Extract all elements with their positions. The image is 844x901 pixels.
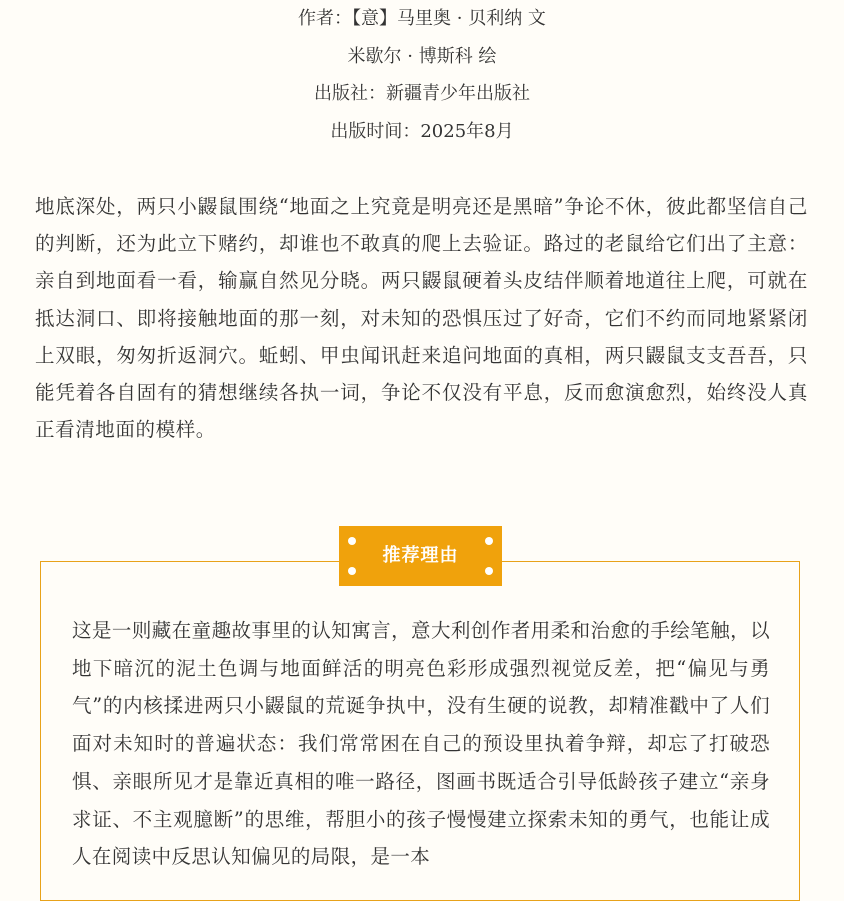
- story-summary: 地底深处，两只小鼹鼠围绕“地面之上究竟是明亮还是黑暗”争论不休，彼此都坚信自己的判断，还为此立下赌约，却谁也不敢真的爬上去验证。路过的老鼠给它们出了主意：亲自到地面看一看，输赢自然见分晓。两只鼹鼠硬着头皮结伴顺着地道往上爬，可就在抵达洞口、即将接触地面的那一刻，对未知的恐惧压过了好奇，它们不约而同地紧紧闭上双眼，匆匆折返洞穴。蚯蚓、甲虫闻讯赶来追问地面的真相，两只鼹鼠支支吾吾，只能凭着各自固有的猜想继续各执一词，争论不仅没有平息，反而愈演愈烈，始终没人真正看清地面的模样。: [35, 195, 808, 442]
- publisher-line: 出版社：新疆青少年出版社: [314, 83, 530, 104]
- recommendation-text: 这是一则藏在童趣故事里的认知寓言，意大利创作者用柔和治愈的手绘笔触，以地下暗沉的泥土色调与地面鲜活的明亮色彩形成强烈视觉反差，把“偏见与勇气”的内核揉进两只小鼹鼠的荒诞争执中，没有生硬的说教，却精准戳中了人们面对未知时的普遍状态：我们常常困在自己的预设里执着争辩，却忘了打破恐惧、亲眼所见才是靠近真相的唯一路径，图画书既适合引导低龄孩子建立“亲身求证、不主观臆断”的思维，帮胆小的孩子慢慢建立探索未知的勇气，也能让成人在阅读中反思认知偏见的局限，是一本: [72, 619, 770, 869]
- illustrator-line: 米歇尔 · 博斯科 绘: [347, 45, 497, 67]
- recommendation-badge-label: 推荐理由: [382, 545, 459, 566]
- publish-date-line: 出版时间：2025年8月: [330, 120, 514, 142]
- recommendation-badge: [339, 526, 502, 586]
- book-info: [0, 0, 844, 150]
- author-line: 作者：【意】马里奥 · 贝利纳 文: [298, 8, 546, 29]
